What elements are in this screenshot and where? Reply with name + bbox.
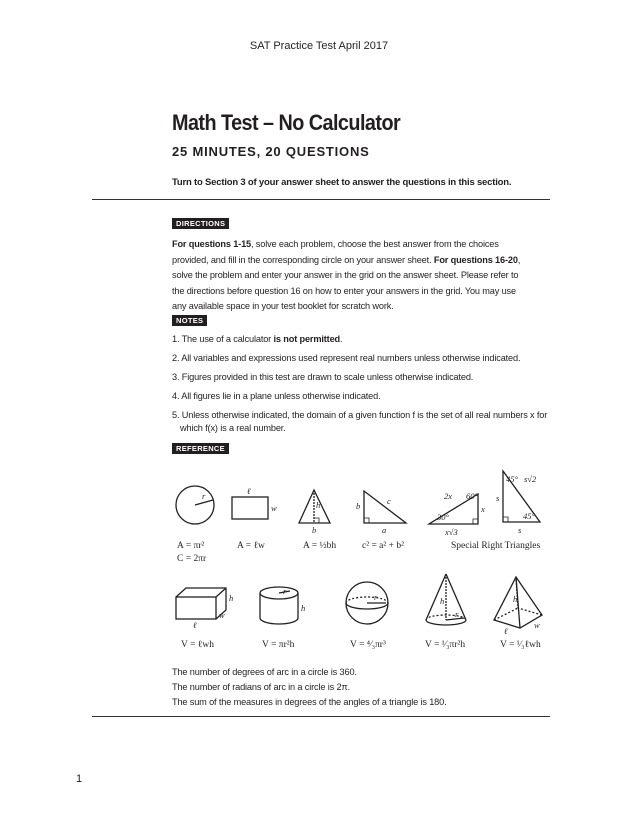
label-pyr-w: w [534, 620, 540, 630]
label-pyr-h: h [513, 594, 518, 604]
note-2: 2. All variables and expressions used represent real numbers unless otherwise indicated. [172, 353, 521, 363]
formula-pythagorean: c² = a² + b² [362, 541, 404, 551]
label-box-l: ℓ [193, 620, 197, 630]
label-454590-s-left: s [496, 493, 500, 503]
label-rect-l: ℓ [247, 486, 251, 496]
note-5-cont: which f(x) is a real number. [180, 423, 286, 433]
label-454590-45-top: 45° [506, 474, 518, 484]
note-4: 4. All figures lie in a plane unless otherwise indicated. [172, 391, 381, 401]
page-title: Math Test – No Calculator [172, 110, 401, 135]
label-cyl-h: h [301, 603, 306, 613]
label-tri-b: b [312, 525, 317, 535]
label-454590-s-bottom: s [518, 525, 522, 535]
formula-sphere-volume: V = ⁴⁄₃πr³ [350, 640, 386, 650]
label-circle-r: r [202, 491, 206, 501]
directions-q1-bold: For questions 1-15 [172, 239, 251, 249]
note-5: 5. Unless otherwise indicated, the domain of a given function f is the set of all real numbers x for [172, 410, 548, 420]
formula-circle-area: A = πr² [177, 541, 205, 551]
bottom-rule [92, 716, 550, 717]
notes-label: NOTES [172, 315, 207, 326]
label-cone-h: h [440, 596, 445, 606]
section-instruction: Turn to Section 3 of your answer sheet to answer the questions in this section. [172, 177, 512, 188]
directions-label: DIRECTIONS [172, 218, 229, 229]
cylinder-figure [260, 587, 298, 624]
label-pyr-l: ℓ [504, 626, 508, 636]
note-3: 3. Figures provided in this test are drawn to scale unless otherwise indicated. [172, 372, 474, 382]
fact-degrees: The number of degrees of arc in a circle is 360. [172, 667, 357, 677]
directions-q2-text: , solve the problem and enter your answer in the grid on the answer sheet. Please refer to the directions before question 16 on how to enter your answers in the grid. You may use any available space in your test booklet for scratch work. [172, 254, 521, 311]
sphere-figure [346, 582, 388, 624]
label-rt-c: c [387, 496, 391, 506]
label-cone-r: r [455, 609, 459, 619]
label-306090-60: 60° [466, 491, 478, 501]
formula-cone-volume: V = ¹⁄₃πr²h [425, 640, 466, 650]
page-header: SAT Practice Test April 2017 [249, 40, 389, 52]
label-box-w: w [219, 610, 225, 620]
label-306090-2x: 2x [444, 491, 453, 501]
rectangle-figure [232, 497, 268, 519]
page-number: 1 [76, 773, 83, 785]
fact-radians: The number of radians of arc in a circle is 2π. [172, 682, 351, 692]
label-rect-w: w [271, 503, 277, 513]
note-1-text: 1. The use of a calculator [172, 334, 274, 344]
page-subtitle: 25 MINUTES, 20 QUESTIONS [172, 144, 370, 159]
directions-q1-text: , solve each problem, choose the best answer from the choices provided, and fill in the corresponding circle on your answer sheet. [172, 239, 499, 265]
label-cyl-r: r [283, 586, 287, 596]
fact-triangle-sum: The sum of the measures in degrees of the angles of a triangle is 180. [172, 697, 447, 707]
label-454590-s2: s√2 [524, 474, 537, 484]
directions-q2-bold: For questions 16-20 [433, 254, 518, 265]
formula-box-volume: V = ℓwh [181, 640, 214, 650]
formula-rect-area: A = ℓw [237, 541, 265, 551]
right-triangle-figure [364, 491, 406, 523]
label-rt-a: a [382, 525, 387, 535]
formula-cylinder-volume: V = πr²h [262, 640, 295, 650]
label-rt-b: b [356, 501, 361, 511]
label-454590-45-bottom: 45° [523, 511, 535, 521]
formula-circle-circumference: C = 2πr [177, 554, 207, 564]
label-tri-h: h [316, 500, 321, 510]
label-sphere-r: r [374, 592, 378, 602]
special-right-triangles: Special Right Triangles [451, 541, 541, 551]
formula-triangle-area: A = ½bh [303, 541, 337, 551]
label-box-h: h [229, 593, 234, 603]
label-306090-x3: x√3 [445, 527, 458, 537]
label-306090-30: 30° [437, 512, 449, 522]
note-1-bold: is not permitted [273, 334, 341, 344]
reference-label: REFERENCE [172, 443, 229, 454]
cone-figure [426, 574, 466, 625]
note-1-end: . [340, 334, 343, 344]
formula-pyramid-volume: V = ¹⁄₃ℓwh [500, 640, 541, 650]
label-306090-x: x [481, 504, 485, 514]
